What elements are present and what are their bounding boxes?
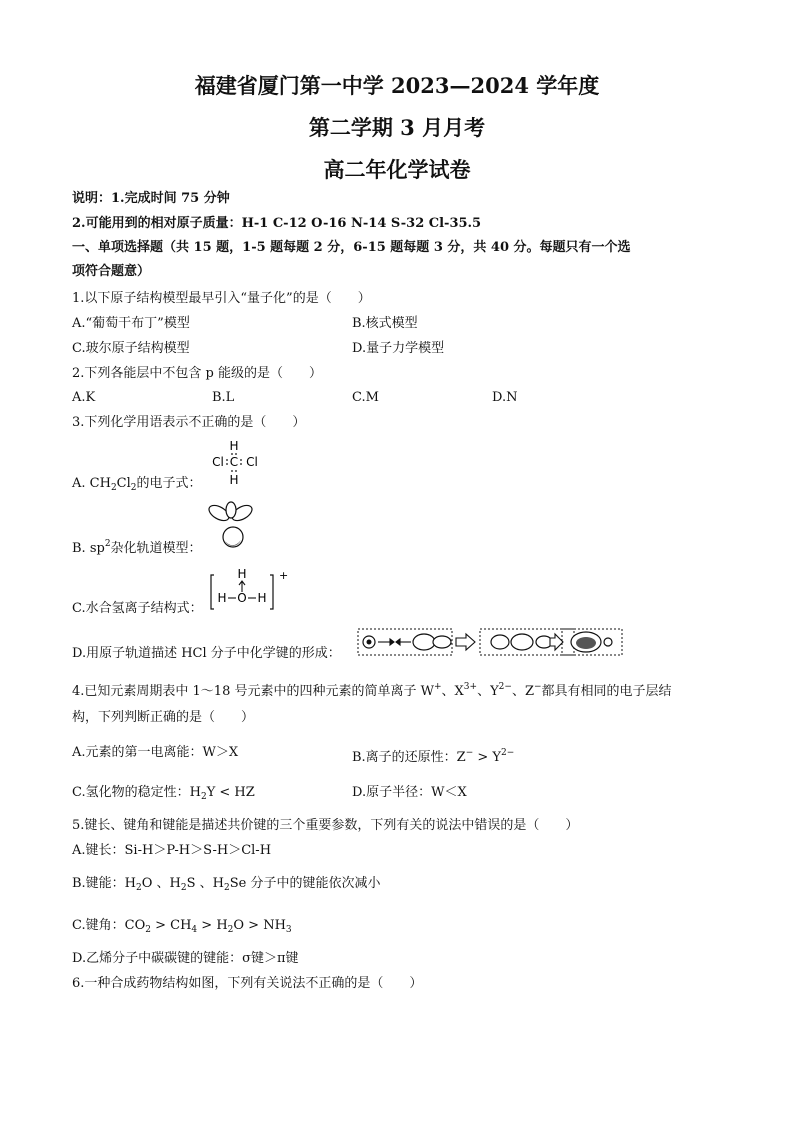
q2-option-d: D.N <box>492 390 518 405</box>
exam-subtitle: 第二学期 3 月月考 <box>308 115 486 140</box>
q2-stem: 2.下列各能层中不包含 p 能级的是（ ） <box>72 366 322 381</box>
q3-option-d: D.用原子轨道描述 HCl 分子中化学键的形成： <box>72 646 341 661</box>
atom-cl-right: Cl <box>246 455 258 469</box>
note-atomic-mass: 2.可能用到的相对原子质量：H-1 C-12 O-16 N-14 S-32 Cl-35.5 <box>72 216 482 231</box>
atom-h-left: H <box>217 591 227 605</box>
q4-stem: 4.已知元素周期表中 1～18 号元素中的四种元素的简单离子 W+、$X^{3+}$、$Y^{2-}$、Z−都具有相同的电子层结 <box>72 682 672 699</box>
q5-option-d: D.乙烯分子中碳碳键的键能：σ键＞π键 <box>72 951 299 966</box>
q2-option-c: C.M <box>352 390 379 405</box>
sp2-orbital-model-icon <box>202 500 258 552</box>
q1-option-c: C.玻尔原子结构模型 <box>72 341 190 356</box>
atom-h-bottom: H <box>229 473 239 487</box>
atom-c-center: C <box>229 455 239 469</box>
atom-cl-left: Cl <box>212 455 224 469</box>
ion-charge: + <box>279 569 288 582</box>
section-heading-cont: 项符合题意） <box>72 264 151 279</box>
ch2cl2-electron-formula <box>200 436 270 492</box>
q5-option-c: C.键角：$CO_2 > CH_4 > H_2O > NH_3$ <box>72 918 292 935</box>
q2-option-b: B.L <box>212 390 235 405</box>
q1-stem: 1.以下原子结构模型最早引入“量子化”的是（ ） <box>72 291 371 306</box>
note-time: 说明：1.完成时间 75 分钟 <box>72 191 230 206</box>
q4-option-c: C.氢化物的稳定性：$H_2Y$ < HZ <box>72 785 255 802</box>
exam-title: 福建省厦门第一中学 2023—2024 学年度 <box>194 73 600 98</box>
hcl-orbital-overlap-diagram <box>356 626 624 658</box>
q6-stem: 6.一种合成药物结构如图，下列有关说法不正确的是（ ） <box>72 976 423 991</box>
atom-h-right: H <box>257 591 267 605</box>
q4-option-d: D.原子半径：W＜X <box>352 785 467 800</box>
q5-stem: 5.键长、键角和键能是描述共价键的三个重要参数，下列有关的说法中错误的是（ ） <box>72 818 579 833</box>
q1-option-a: A.“葡萄干布丁”模型 <box>72 316 190 331</box>
q3-option-b: B. $sp^2$杂化轨道模型： <box>72 539 202 556</box>
q5-option-a: A.键长：Si-H＞P-H＞S-H＞Cl-H <box>72 843 272 858</box>
q3-option-a: A. $CH_2Cl_2$的电子式： <box>72 476 202 493</box>
q1-option-b: B.核式模型 <box>352 316 418 331</box>
atom-o-center: O <box>237 591 247 605</box>
q4-option-a: A.元素的第一电离能：W＞X <box>72 745 239 760</box>
q1-option-d: D.量子力学模型 <box>352 341 445 356</box>
atom-h-top: H <box>229 439 239 453</box>
exam-subject: 高二年化学试卷 <box>323 157 471 182</box>
hydronium-structure <box>208 565 288 613</box>
q4-option-b: B.离子的还原性：$Z^- > Y^{2-}$ <box>352 748 515 765</box>
q5-option-b: B.键能：$H_2O$ 、$H_2S$ 、$H_2Se$ 分子中的键能依次减小 <box>72 876 381 893</box>
q3-stem: 3.下列化学用语表示不正确的是（ ） <box>72 415 306 430</box>
q2-option-a: A.K <box>72 390 96 405</box>
atom-h-top: H <box>237 567 247 581</box>
q3-option-c: C.水合氢离子结构式： <box>72 601 203 616</box>
q4-stem-cont: 构，下列判断正确的是（ ） <box>72 710 255 725</box>
section-heading: 一、单项选择题（共 15 题，1-5 题每题 2 分，6-15 题每题 3 分，共 40 分。每题只有一个选 <box>72 240 631 255</box>
